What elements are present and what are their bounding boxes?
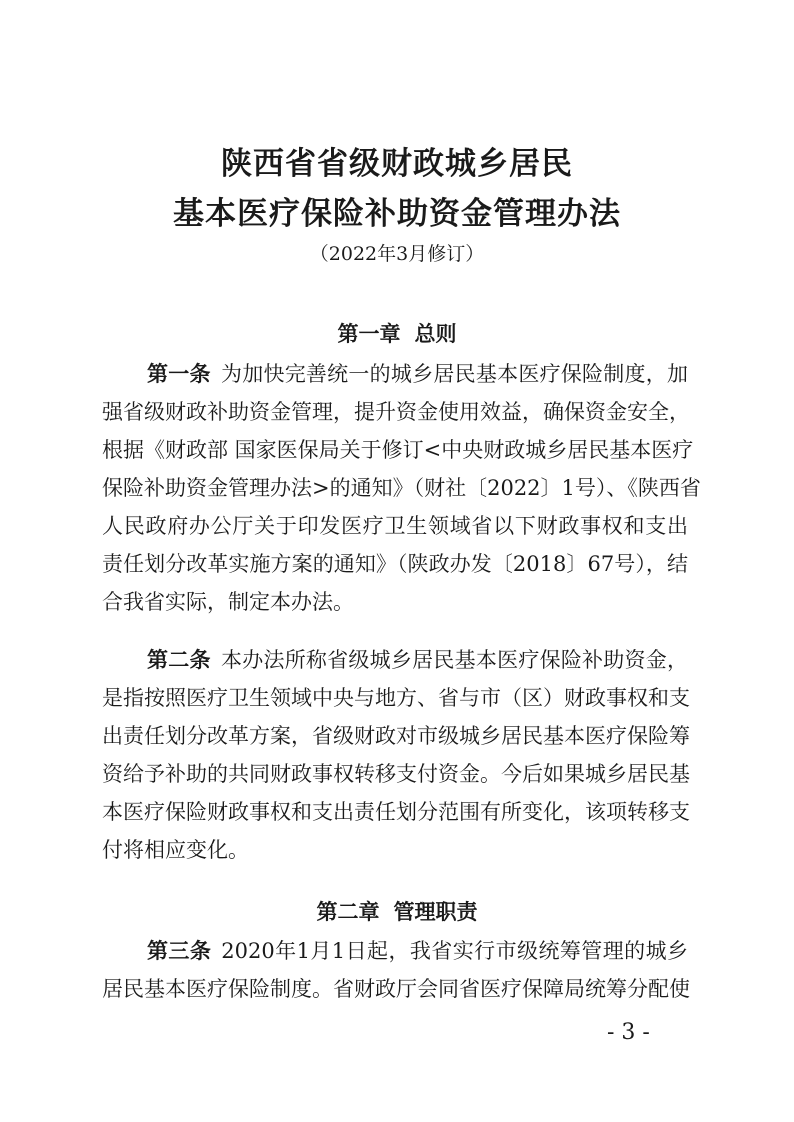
chapter-2-heading	[0, 896, 794, 926]
chapter-1-number: 第一章	[337, 322, 401, 346]
chapter-1-name: 总则	[414, 322, 457, 346]
article-1-line-1: 第一条 为加快完善统一的城乡居民基本医疗保险制度，加	[147, 362, 689, 386]
article-2-line-6: 付将相应变化。	[102, 838, 249, 862]
article-1-line-3: 根据《财政部 国家医保局关于修订<中央财政城乡居民基本医疗	[102, 438, 694, 462]
article-2-line-1: 第二条 本办法所称省级城乡居民基本医疗保险补助资金，	[147, 648, 689, 672]
page-number: - 3 -	[607, 1020, 650, 1045]
article-1-line-6: 责任划分改革实施方案的通知》（陕政办发〔2018〕67号），结	[102, 552, 688, 576]
article-1-line-5: 人民政府办公厅关于印发医疗卫生领域省以下财政事权和支出	[102, 514, 688, 538]
document-title-line-1: 陕西省省级财政城乡居民	[221, 146, 573, 182]
article-1-line-2: 强省级财政补助资金管理，提升资金使用效益，确保资金安全，	[102, 400, 690, 424]
revision-date: （2022年3月修订）	[309, 243, 485, 265]
article-2-line-2: 是指按照医疗卫生领域中央与地方、省与市（区）财政事权和支	[102, 686, 690, 710]
article-2-line-4: 资给予补助的共同财政事权转移支付资金。今后如果城乡居民基	[102, 762, 690, 786]
article-3-label: 第三条	[147, 939, 212, 963]
article-1-label: 第一条	[147, 362, 211, 386]
article-1-line-4: 保险补助资金管理办法>的通知》（财社〔2022〕1号）、《陕西省	[102, 476, 701, 500]
article-3-line-1: 第三条 2020年1月1日起，我省实行市级统筹管理的城乡	[147, 939, 689, 963]
article-2-label: 第二条	[147, 648, 211, 672]
article-2-line-3: 出责任划分改革方案，省级财政对市级城乡居民基本医疗保险筹	[102, 724, 690, 748]
document-title-line-2: 基本医疗保险补助资金管理办法	[173, 196, 621, 232]
article-1-line-7: 合我省实际，制定本办法。	[102, 590, 354, 614]
chapter-2-name: 管理职责	[393, 900, 478, 924]
chapter-2-number: 第二章	[316, 900, 380, 924]
article-2-line-5: 本医疗保险财政事权和支出责任划分范围有所变化，该项转移支	[102, 800, 690, 824]
chapter-1-heading	[0, 318, 794, 348]
article-3-line-2: 居民基本医疗保险制度。省财政厅会同省医疗保障局统筹分配使	[102, 977, 690, 1001]
